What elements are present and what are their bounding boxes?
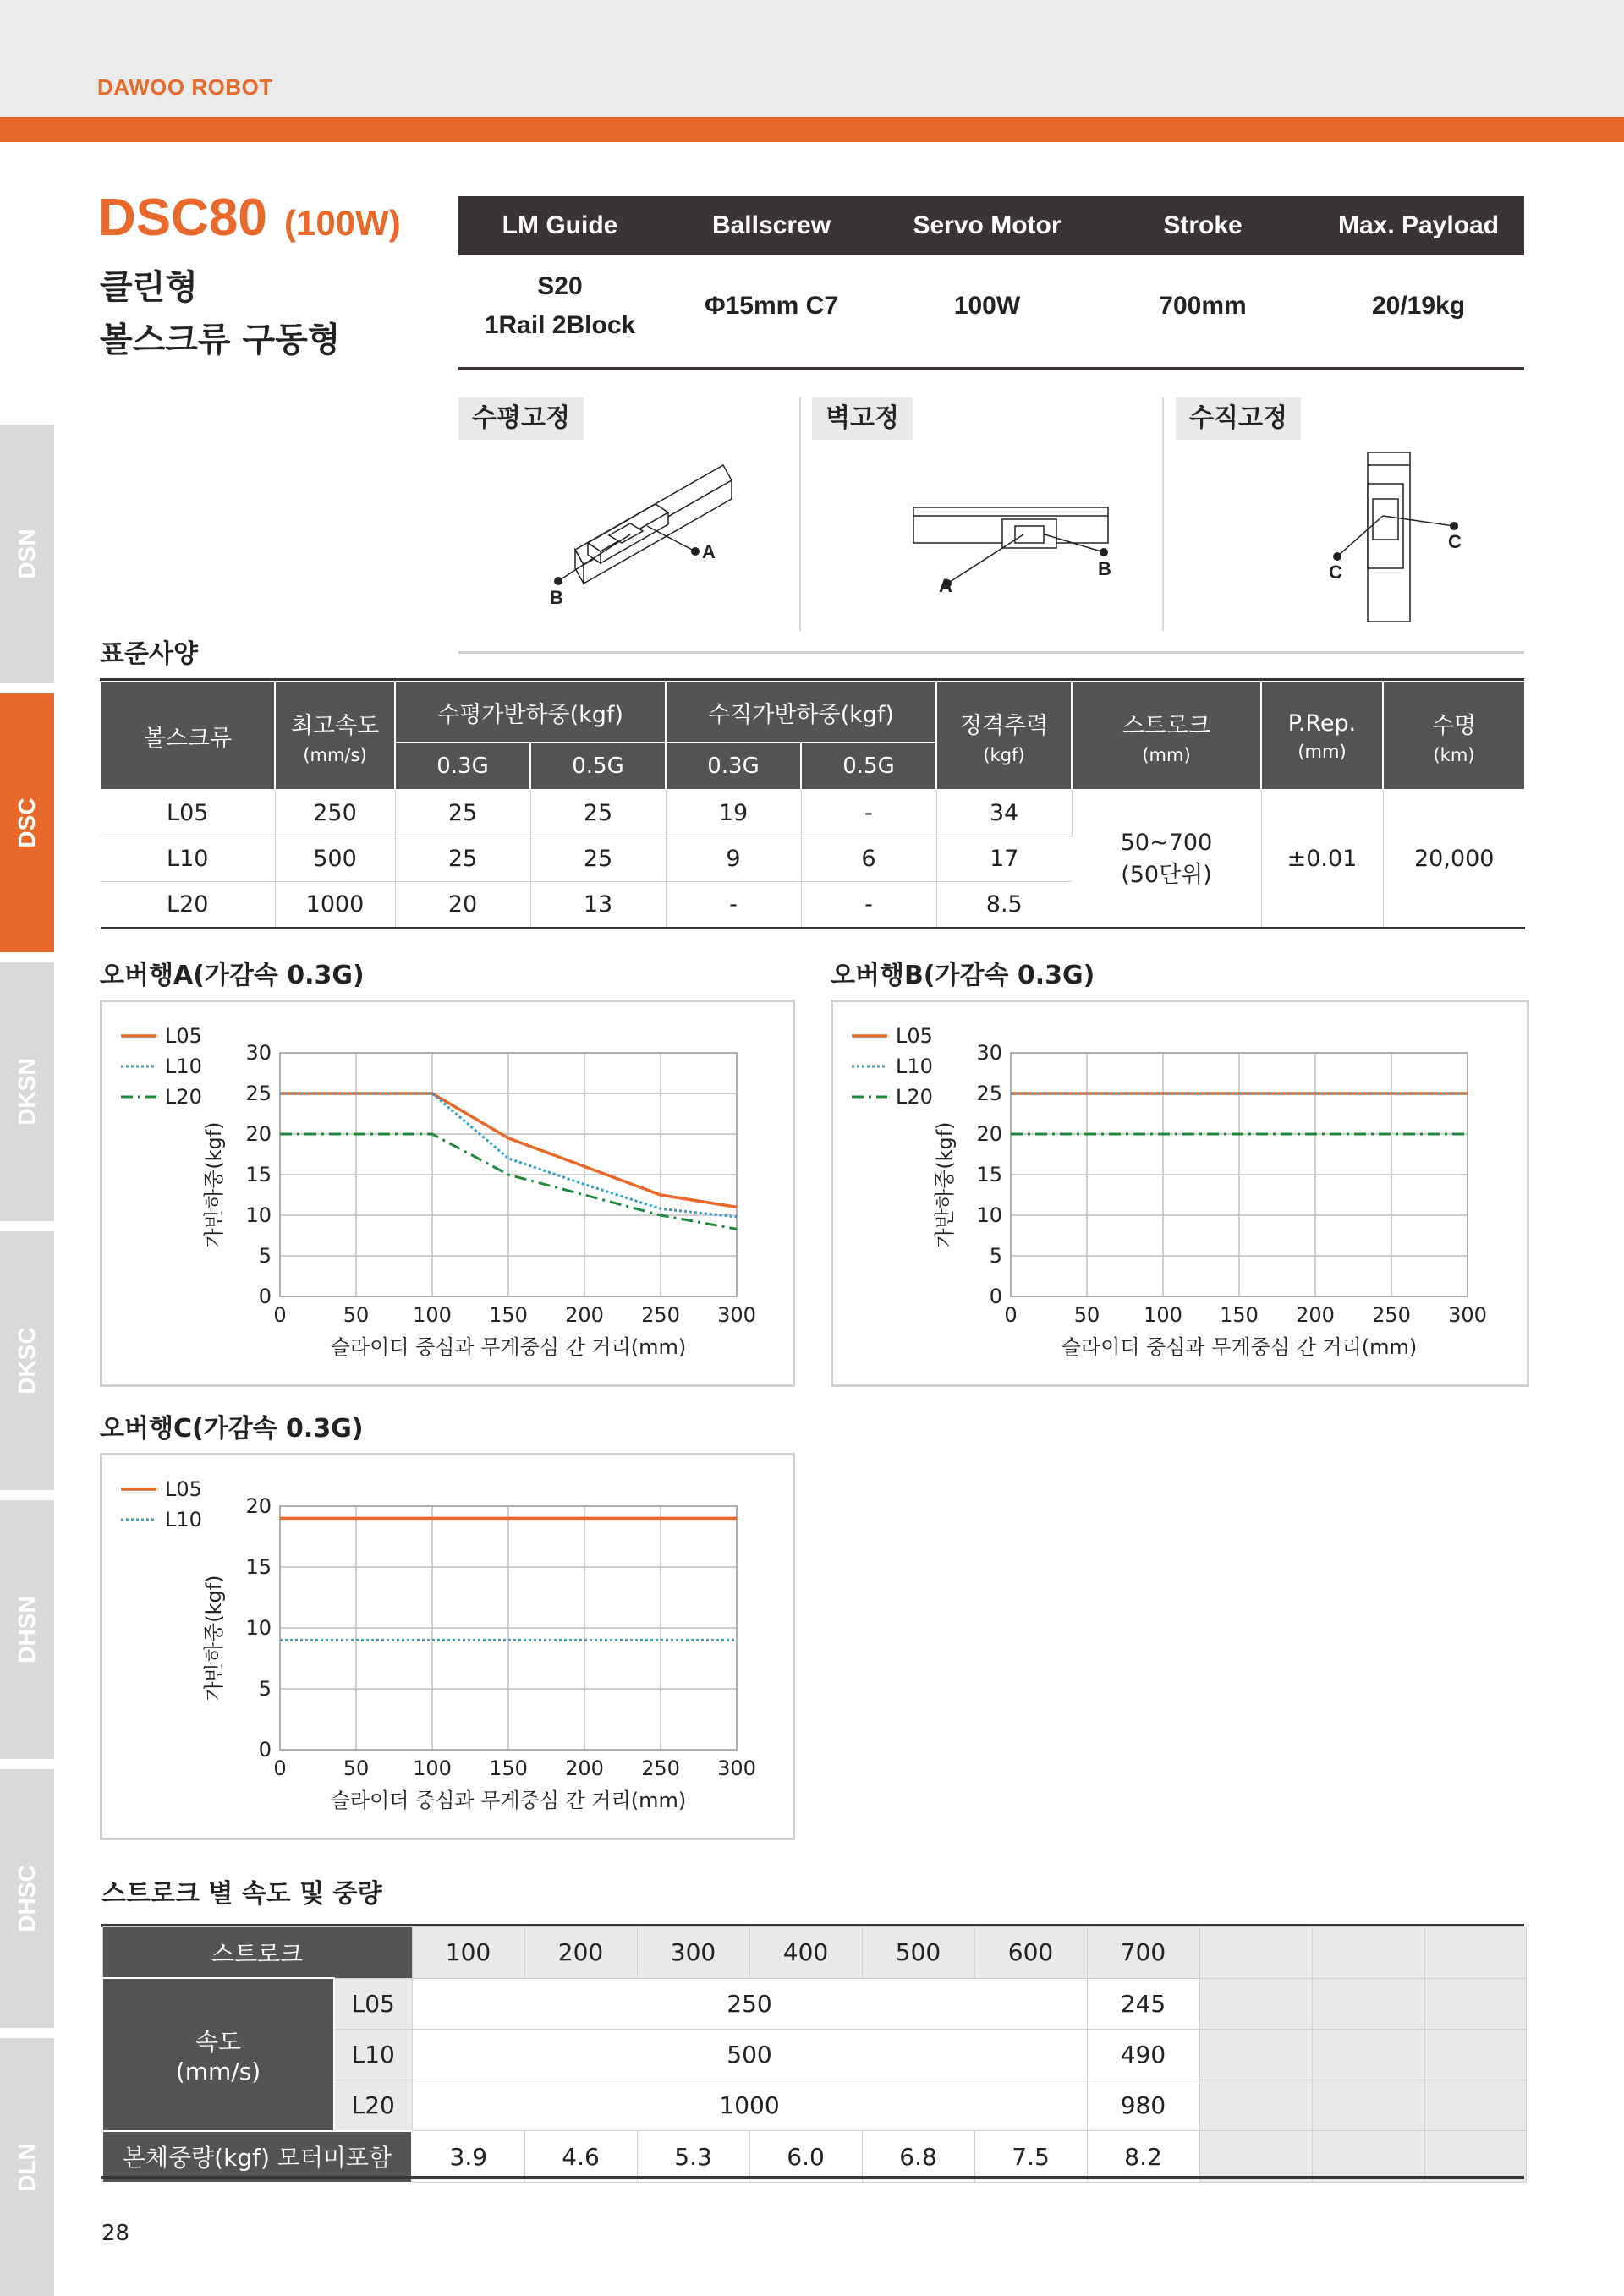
cell-stroke-line1: 50~700 xyxy=(1120,829,1213,856)
legend-label: L10 xyxy=(165,1055,202,1078)
y-tick-label: 5 xyxy=(258,1677,272,1701)
brand-name: DAWOO ROBOT xyxy=(97,74,273,100)
mount-section-divider xyxy=(458,651,1524,654)
chart-overhang-c xyxy=(100,1453,795,1840)
col-header-horizontal-payload: 수평가반하중(kgf) xyxy=(395,682,666,743)
x-tick-label: 100 xyxy=(1144,1303,1182,1327)
x-tick-label: 150 xyxy=(1220,1303,1259,1327)
x-tick-label: 200 xyxy=(565,1303,604,1327)
col-header-ballscrew: 볼스크류 xyxy=(101,682,275,790)
x-tick-label: 250 xyxy=(1372,1303,1411,1327)
cell-vertical-05g: - xyxy=(801,882,936,929)
legend-label: L20 xyxy=(165,1085,202,1109)
col-header-vertical-payload: 수직가반하중(kgf) xyxy=(666,682,936,743)
empty-cell xyxy=(1312,1978,1424,2029)
spec-lm-guide-line2: 1Rail 2Block xyxy=(484,311,636,339)
wall-mount-diagram xyxy=(897,490,1125,600)
col-header-prep-label: P.Rep. xyxy=(1287,710,1357,737)
mount-label-horizontal: 수평고정 xyxy=(458,397,584,440)
y-tick-label: 10 xyxy=(976,1203,1002,1227)
col-header-speed xyxy=(275,682,395,790)
point-label-b: B xyxy=(550,587,563,608)
side-tab-dsn[interactable] xyxy=(0,425,54,683)
cell-vertical-03g: 9 xyxy=(666,836,801,882)
x-tick-label: 300 xyxy=(717,1303,756,1327)
stroke-value: 500 xyxy=(862,1927,974,1979)
chart-svg xyxy=(102,1002,793,1384)
cell-lead: L05 xyxy=(101,790,275,836)
vertical-mount-diagram xyxy=(1315,448,1484,630)
x-tick-label: 250 xyxy=(641,1303,680,1327)
empty-cell xyxy=(1199,1978,1312,2029)
x-tick-label: 0 xyxy=(273,1756,287,1780)
product-drive: 볼스크류 구동형 xyxy=(100,321,341,359)
y-tick-label: 5 xyxy=(258,1244,272,1268)
col-header-thrust xyxy=(936,682,1072,790)
cell-stroke-line2: (50단위) xyxy=(1121,861,1212,888)
y-tick-label: 30 xyxy=(976,1041,1002,1065)
col-header-thrust-label: 정격추력 xyxy=(959,712,1049,739)
empty-cell xyxy=(1199,2029,1312,2080)
y-tick-label: 15 xyxy=(245,1163,272,1186)
col-header-life-label: 수명 xyxy=(1431,712,1477,739)
speed-value-700: 490 xyxy=(1087,2029,1199,2080)
side-tab-label: DHSC xyxy=(14,1865,40,1932)
legend-label: L20 xyxy=(896,1085,933,1109)
spec-header-servo-motor: Servo Motor xyxy=(913,211,1062,239)
col-header-prep-unit: (mm) xyxy=(1298,741,1347,762)
weight-value: 7.5 xyxy=(974,2131,1087,2183)
x-tick-label: 250 xyxy=(641,1756,680,1780)
spec-summary-header xyxy=(458,196,1524,255)
sub-header-horizontal-03g: 0.3G xyxy=(395,743,530,790)
weight-value: 6.8 xyxy=(862,2131,974,2183)
y-tick-label: 0 xyxy=(989,1285,1002,1308)
chart-overhang-b xyxy=(831,1000,1529,1387)
lead-label: L05 xyxy=(334,1978,412,2029)
y-axis-label: 가반하중(kgf) xyxy=(933,1121,957,1248)
empty-cell xyxy=(1199,2080,1312,2131)
table-row xyxy=(102,2131,1526,2183)
col-header-prep xyxy=(1261,682,1383,790)
stroke-value: 200 xyxy=(524,1927,637,1979)
x-tick-label: 0 xyxy=(1004,1303,1018,1327)
legend-label: L10 xyxy=(165,1508,202,1532)
y-tick-label: 20 xyxy=(245,1122,272,1146)
table-row xyxy=(102,1927,1526,1979)
spec-header-lm-guide: LM Guide xyxy=(502,211,618,239)
cell-horizontal-05g: 13 xyxy=(530,882,666,929)
standard-spec-title: 표준사양 xyxy=(100,639,198,669)
y-tick-label: 25 xyxy=(976,1082,1002,1105)
point-label-a: A xyxy=(939,575,952,596)
stroke-table-bottom-rule xyxy=(102,2176,1524,2179)
x-axis-label: 슬라이더 중심과 무게중심 간 거리(mm) xyxy=(330,1789,687,1812)
stroke-speed-weight-table xyxy=(102,1926,1527,2184)
point-label-c: C xyxy=(1448,531,1462,552)
col-header-thrust-unit: (kgf) xyxy=(983,744,1025,765)
empty-cell xyxy=(1312,2131,1424,2183)
table-row xyxy=(101,790,1525,836)
spec-ballscrew: Φ15mm C7 xyxy=(704,292,839,320)
legend-label: L10 xyxy=(896,1055,933,1078)
weight-value: 8.2 xyxy=(1087,2131,1199,2183)
side-tab-dksc[interactable] xyxy=(0,1231,54,1490)
y-tick-label: 30 xyxy=(245,1041,272,1065)
stroke-value: 600 xyxy=(974,1927,1087,1979)
speed-value-700: 245 xyxy=(1087,1978,1199,2029)
product-power: (100W) xyxy=(284,203,401,243)
point-label-b: B xyxy=(1098,558,1111,579)
legend-label: L05 xyxy=(896,1024,933,1048)
x-tick-label: 200 xyxy=(565,1756,604,1780)
legend-label: L05 xyxy=(165,1024,202,1048)
mount-divider xyxy=(1162,397,1164,631)
product-type: 클린형 xyxy=(100,268,198,307)
weight-value: 3.9 xyxy=(412,2131,524,2183)
lead-label: L20 xyxy=(334,2080,412,2131)
cell-prep: ±0.01 xyxy=(1261,790,1383,929)
chart-svg xyxy=(833,1002,1523,1384)
product-model: DSC80 xyxy=(98,189,267,247)
empty-cell xyxy=(1312,2080,1424,2131)
empty-cell xyxy=(1424,1927,1526,1979)
y-tick-label: 25 xyxy=(245,1082,272,1105)
mount-divider xyxy=(799,397,801,631)
cell-lead: L10 xyxy=(101,836,275,882)
weight-value: 4.6 xyxy=(524,2131,637,2183)
y-tick-label: 5 xyxy=(989,1244,1002,1268)
y-tick-label: 10 xyxy=(245,1616,272,1640)
stroke-value: 300 xyxy=(637,1927,749,1979)
cell-horizontal-03g: 25 xyxy=(395,836,530,882)
mount-label-vertical: 수직고정 xyxy=(1176,397,1301,440)
x-tick-label: 300 xyxy=(1448,1303,1487,1327)
col-header-life-unit: (km) xyxy=(1433,744,1475,765)
header-accent-bar xyxy=(0,117,1624,142)
stroke-value: 100 xyxy=(412,1927,524,1979)
y-axis-label: 가반하중(kgf) xyxy=(202,1121,226,1248)
x-tick-label: 0 xyxy=(273,1303,287,1327)
side-tab-dksn[interactable] xyxy=(0,962,54,1221)
side-tab-dsc[interactable] xyxy=(0,693,54,952)
cell-life: 20,000 xyxy=(1383,790,1525,929)
empty-cell xyxy=(1312,1927,1424,1979)
stroke-value: 700 xyxy=(1087,1927,1199,1979)
cell-thrust: 17 xyxy=(936,836,1072,882)
speed-value: 250 xyxy=(412,1978,1087,2029)
weight-value: 5.3 xyxy=(637,2131,749,2183)
x-tick-label: 50 xyxy=(1073,1303,1100,1327)
y-tick-label: 0 xyxy=(258,1285,272,1308)
cell-horizontal-05g: 25 xyxy=(530,836,666,882)
side-tab-label: DLN xyxy=(14,2143,40,2192)
side-tab-label: DKSN xyxy=(14,1058,40,1126)
cell-thrust: 8.5 xyxy=(936,882,1072,929)
cell-vertical-05g: - xyxy=(801,790,936,836)
point-label-a: A xyxy=(702,541,716,562)
stroke-table-title: 스트로크 별 속도 및 중량 xyxy=(102,1879,382,1909)
side-tab-label: DSN xyxy=(14,529,40,579)
legend-label: L05 xyxy=(165,1477,202,1501)
empty-cell xyxy=(1199,1927,1312,1979)
x-tick-label: 100 xyxy=(413,1303,452,1327)
page-number: 28 xyxy=(102,2221,130,2246)
cell-speed: 500 xyxy=(275,836,395,882)
row-header-speed-unit: (mm/s) xyxy=(175,2057,261,2085)
point-label-c: C xyxy=(1329,562,1342,583)
spec-stroke: 700mm xyxy=(1159,292,1247,320)
chart-svg xyxy=(102,1455,793,1838)
spec-max-payload: 20/19kg xyxy=(1371,292,1466,320)
y-tick-label: 15 xyxy=(245,1555,272,1579)
cell-lead: L20 xyxy=(101,882,275,929)
row-header-stroke: 스트로크 xyxy=(102,1927,412,1979)
y-axis-label: 가반하중(kgf) xyxy=(202,1575,226,1701)
lead-label: L10 xyxy=(334,2029,412,2080)
col-header-speed-label: 최고속도 xyxy=(290,712,380,739)
cell-stroke xyxy=(1072,790,1261,929)
col-header-stroke-unit: (mm) xyxy=(1142,744,1191,765)
col-header-speed-unit: (mm/s) xyxy=(303,744,367,765)
standard-spec-table xyxy=(100,681,1526,929)
sub-header-vertical-03g: 0.3G xyxy=(666,743,801,790)
spec-header-max-payload: Max. Payload xyxy=(1337,211,1500,239)
x-tick-label: 300 xyxy=(717,1756,756,1780)
x-axis-label: 슬라이더 중심과 무게중심 간 거리(mm) xyxy=(330,1335,687,1359)
x-tick-label: 100 xyxy=(413,1756,452,1780)
horizontal-mount-diagram xyxy=(541,457,761,617)
empty-cell xyxy=(1424,2029,1526,2080)
sub-header-vertical-05g: 0.5G xyxy=(801,743,936,790)
cell-vertical-05g: 6 xyxy=(801,836,936,882)
empty-cell xyxy=(1199,2131,1312,2183)
cell-thrust: 34 xyxy=(936,790,1072,836)
spec-header-stroke: Stroke xyxy=(1163,211,1243,239)
x-tick-label: 50 xyxy=(343,1303,370,1327)
chart-c-title: 오버행C(가감속 0.3G) xyxy=(100,1414,364,1444)
stroke-value: 400 xyxy=(749,1927,862,1979)
chart-a-title: 오버행A(가감속 0.3G) xyxy=(100,961,365,990)
empty-cell xyxy=(1424,2080,1526,2131)
speed-value: 500 xyxy=(412,2029,1087,2080)
row-header-speed xyxy=(102,1978,334,2131)
side-tab-dln[interactable] xyxy=(0,2038,54,2296)
row-header-weight: 본체중량(kgf) 모터미포함 xyxy=(102,2131,412,2183)
sub-header-horizontal-05g: 0.5G xyxy=(530,743,666,790)
chart-b-title: 오버행B(가감속 0.3G) xyxy=(831,961,1095,990)
spec-header-ballscrew: Ballscrew xyxy=(711,211,831,239)
weight-value: 6.0 xyxy=(749,2131,862,2183)
empty-cell xyxy=(1312,2029,1424,2080)
side-tab-dhsc[interactable] xyxy=(0,1769,54,2028)
col-header-stroke-label: 스트로크 xyxy=(1122,712,1211,739)
cell-horizontal-03g: 25 xyxy=(395,790,530,836)
empty-cell xyxy=(1424,2131,1526,2183)
y-tick-label: 0 xyxy=(258,1738,272,1762)
x-tick-label: 150 xyxy=(489,1303,528,1327)
row-header-speed-label: 속도 xyxy=(195,2027,242,2056)
cell-speed: 250 xyxy=(275,790,395,836)
cell-horizontal-05g: 25 xyxy=(530,790,666,836)
mount-label-wall: 벽고정 xyxy=(812,397,913,440)
spec-lm-guide-line1: S20 xyxy=(537,272,583,300)
cell-speed: 1000 xyxy=(275,882,395,929)
spec-servo-motor: 100W xyxy=(953,292,1021,320)
x-tick-label: 150 xyxy=(489,1756,528,1780)
side-tab-label: DHSN xyxy=(14,1596,40,1663)
side-tab-label: DSC xyxy=(14,797,40,848)
table-row xyxy=(102,1978,1526,2029)
side-tab-label: DKSC xyxy=(14,1327,40,1395)
x-tick-label: 50 xyxy=(343,1756,370,1780)
cell-vertical-03g: - xyxy=(666,882,801,929)
y-tick-label: 10 xyxy=(245,1203,272,1227)
col-header-life xyxy=(1383,682,1525,790)
x-axis-label: 슬라이더 중심과 무게중심 간 거리(mm) xyxy=(1061,1335,1418,1359)
y-tick-label: 20 xyxy=(245,1494,272,1518)
empty-cell xyxy=(1424,1978,1526,2029)
chart-overhang-a xyxy=(100,1000,795,1387)
x-tick-label: 200 xyxy=(1296,1303,1335,1327)
cell-horizontal-03g: 20 xyxy=(395,882,530,929)
col-header-stroke xyxy=(1072,682,1261,790)
speed-value-700: 980 xyxy=(1087,2080,1199,2131)
side-tab-dhsn[interactable] xyxy=(0,1500,54,1759)
cell-vertical-03g: 19 xyxy=(666,790,801,836)
spec-summary-divider xyxy=(458,367,1524,370)
y-tick-label: 20 xyxy=(976,1122,1002,1146)
y-tick-label: 15 xyxy=(976,1163,1002,1186)
speed-value: 1000 xyxy=(412,2080,1087,2131)
